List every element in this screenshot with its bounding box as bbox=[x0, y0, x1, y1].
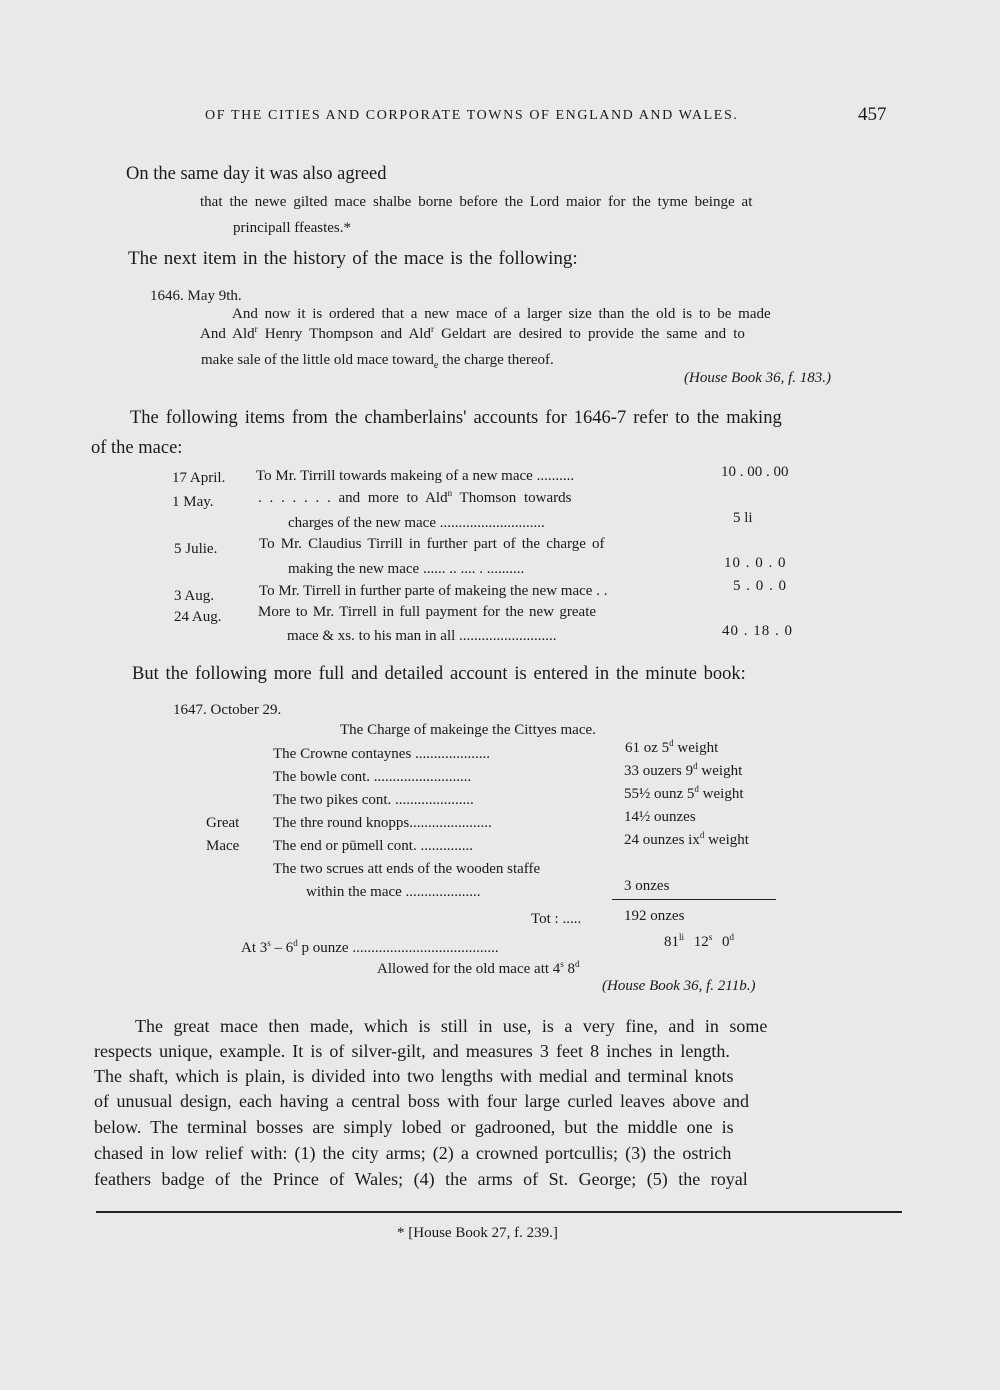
charge-allowance-sup-2: d bbox=[575, 959, 580, 969]
order-line-3-a: make sale of the little old mace toward bbox=[201, 352, 434, 368]
charge-rate bbox=[241, 940, 499, 957]
paragraph-line-7: feathers badge of the Prince of Wales; (4) the arms of St. George; (5) the royal bbox=[94, 1169, 748, 1189]
charge-item-amount-3-b: weight bbox=[698, 786, 744, 802]
charge-total-value: 192 onzes bbox=[624, 908, 685, 924]
charge-heading: The Charge of makeinge the Cittyes mace. bbox=[340, 722, 596, 738]
footnote-rule bbox=[96, 1211, 902, 1213]
charge-rate-value-b: 12 bbox=[684, 934, 709, 950]
charge-rate-b: – 6 bbox=[270, 940, 294, 956]
account-desc-2-b: Thomson towards bbox=[452, 490, 572, 506]
charge-date: 1647. October 29. bbox=[173, 702, 282, 718]
paragraph-line-3: The shaft, which is plain, is divided into two lengths with medial and terminal knots bbox=[94, 1066, 734, 1086]
charge-item-amount-5 bbox=[624, 832, 749, 849]
order-line-1: And now it is ordered that a new mace of a larger size than the old is to be made bbox=[232, 306, 771, 322]
intro-next-item: The next item in the history of the mace is the following: bbox=[128, 248, 578, 269]
charge-rate-value-a: 81 bbox=[664, 934, 679, 950]
charge-side-label-mace: Mace bbox=[206, 838, 240, 854]
order-line-3-b: the charge thereof. bbox=[438, 352, 554, 368]
charge-rate-value-sup-3: d bbox=[729, 932, 735, 942]
account-desc-2-sup: n bbox=[447, 488, 453, 498]
running-header: OF THE CITIES AND CORPORATE TOWNS OF ENGLAND AND WALES. bbox=[205, 108, 739, 123]
order-date: 1646. May 9th. bbox=[150, 288, 242, 304]
account-desc-5: making the new mace ...... .. .... . .......... bbox=[288, 561, 525, 577]
charge-item-desc-2: The bowle cont. .......................... bbox=[273, 769, 472, 785]
charge-item-amount-3-a: 55½ ounz 5 bbox=[624, 786, 695, 802]
charge-item-amount-7: 3 onzes bbox=[624, 878, 670, 894]
charge-rate-c: p ounze ....................................... bbox=[297, 940, 499, 956]
account-amount-5: 10 . 0 . 0 bbox=[724, 555, 787, 571]
intro-minute-book: But the following more full and detailed account is entered in the minute book: bbox=[132, 664, 746, 684]
account-amount-6: 5 . 0 . 0 bbox=[733, 578, 787, 594]
paragraph-line-2: respects unique, example. It is of silver-gilt, and measures 3 feet 8 inches in length. bbox=[94, 1041, 730, 1061]
charge-item-desc-7: within the mace .................... bbox=[306, 884, 481, 900]
account-date-7: 24 Aug. bbox=[174, 609, 222, 625]
intro-accounts-line-2: of the mace: bbox=[91, 438, 183, 458]
charge-item-amount-2-sup: d bbox=[693, 761, 698, 771]
order-line-2-c: Geldart are desired to provide the same and to bbox=[433, 326, 745, 342]
paragraph-line-1: The great mace then made, which is still in use, is a very fine, and in some bbox=[135, 1016, 768, 1036]
charge-item-amount-5-sup: d bbox=[699, 830, 705, 840]
account-date-4: 5 Julie. bbox=[174, 541, 218, 557]
paragraph-line-5: below. The terminal bosses are simply lobed or gadrooned, but the middle one is bbox=[94, 1117, 734, 1137]
charge-item-desc-6: The two scrues att ends of the wooden staffe bbox=[273, 861, 541, 877]
charge-allowance-b: 8 bbox=[563, 961, 576, 977]
charge-item-amount-4: 14½ ounzes bbox=[624, 809, 696, 825]
charge-item-amount-1 bbox=[625, 740, 718, 757]
charge-rate-value-sup-2: s bbox=[708, 932, 713, 942]
order-line-2 bbox=[200, 326, 745, 343]
order-sup-r2: r bbox=[430, 324, 434, 334]
charge-reference: (House Book 36, f. 211b.) bbox=[602, 978, 756, 994]
charge-item-amount-2-b: weight bbox=[697, 763, 743, 779]
account-desc-8: mace & xs. to his man in all .......................... bbox=[287, 628, 557, 644]
account-desc-6: To Mr. Tirrell in further parte of makeing the new mace . . bbox=[259, 583, 608, 599]
account-desc-4: To Mr. Claudius Tirrill in further part of the charge of bbox=[259, 536, 605, 552]
order-sup-r1: r bbox=[254, 324, 258, 334]
charge-item-amount-1-sup: d bbox=[669, 738, 674, 748]
order-sub-e: e bbox=[433, 360, 439, 371]
charge-item-amount-5-b: weight bbox=[704, 832, 749, 848]
page-number: 457 bbox=[858, 104, 887, 125]
account-desc-2-a: . . . . . . . and more to Ald bbox=[258, 490, 448, 506]
charge-rate-value-sup-1: li bbox=[679, 932, 685, 942]
charge-item-amount-1-a: 61 oz 5 bbox=[625, 740, 670, 756]
charge-item-desc-1: The Crowne contaynes .................... bbox=[273, 746, 491, 762]
charge-item-amount-5-a: 24 ounzes ix bbox=[624, 832, 700, 848]
charge-item-amount-3-sup: d bbox=[694, 784, 699, 794]
account-desc-2 bbox=[258, 490, 571, 507]
charge-rate-a: At 3 bbox=[241, 940, 268, 956]
charge-rate-value bbox=[664, 934, 734, 951]
footnote: * [House Book 27, f. 239.] bbox=[397, 1225, 558, 1241]
charge-item-desc-3: The two pikes cont. ..................... bbox=[273, 792, 474, 808]
paragraph-line-4: of unusual design, each having a central boss with four large curled leaves above and bbox=[94, 1091, 749, 1111]
account-date-2: 1 May. bbox=[172, 494, 214, 510]
account-amount-3: 5 li bbox=[733, 510, 753, 526]
charge-item-amount-2 bbox=[624, 763, 742, 780]
order-line-2-a: And Ald bbox=[200, 326, 255, 342]
order-line-3 bbox=[201, 352, 554, 371]
charge-side-label-great: Great bbox=[206, 815, 240, 831]
intro-agreed: On the same day it was also agreed bbox=[126, 164, 387, 184]
order-reference: (House Book 36, f. 183.) bbox=[684, 370, 832, 386]
charge-item-amount-2-a: 33 ouzers 9 bbox=[624, 763, 694, 779]
charge-item-amount-1-b: weight bbox=[673, 740, 719, 756]
order-line-2-b: Henry Thompson and Ald bbox=[257, 326, 431, 342]
account-amount-1: 10 . 00 . 00 bbox=[721, 464, 789, 480]
charge-allowance-a: Allowed for the old mace att 4 bbox=[377, 961, 561, 977]
charge-allowance-sup-1: s bbox=[560, 959, 564, 969]
quote-line-1: that the newe gilted mace shalbe borne before the Lord maior for the tyme beinge at bbox=[200, 194, 753, 210]
account-desc-7: More to Mr. Tirrell in full payment for the new greate bbox=[258, 604, 597, 620]
charge-rate-value-c: 0 bbox=[712, 934, 730, 950]
charge-rate-sup-1: s bbox=[267, 938, 271, 948]
account-date-6: 3 Aug. bbox=[174, 588, 215, 604]
account-date-1: 17 April. bbox=[172, 470, 226, 486]
charge-total-label: Tot : ..... bbox=[531, 911, 582, 927]
charge-item-amount-3 bbox=[624, 786, 744, 803]
charge-allowance bbox=[377, 961, 580, 978]
intro-accounts-line-1: The following items from the chamberlains' accounts for 1646-7 refer to the making bbox=[130, 408, 782, 428]
charge-item-desc-5: The end or pūmell cont. .............. bbox=[273, 838, 473, 854]
account-amount-8: 40 . 18 . 0 bbox=[722, 623, 793, 639]
total-rule bbox=[612, 899, 776, 900]
charge-rate-sup-2: d bbox=[293, 938, 298, 948]
charge-item-desc-4: The thre round knopps...................... bbox=[273, 815, 492, 831]
quote-line-2: principall ffeastes.* bbox=[233, 220, 352, 236]
account-desc-3: charges of the new mace ............................ bbox=[288, 515, 545, 531]
paragraph-line-6: chased in low relief with: (1) the city arms; (2) a crowned portcullis; (3) the ostrich bbox=[94, 1143, 732, 1163]
account-desc-1: To Mr. Tirrill towards makeing of a new mace .......... bbox=[256, 468, 575, 484]
